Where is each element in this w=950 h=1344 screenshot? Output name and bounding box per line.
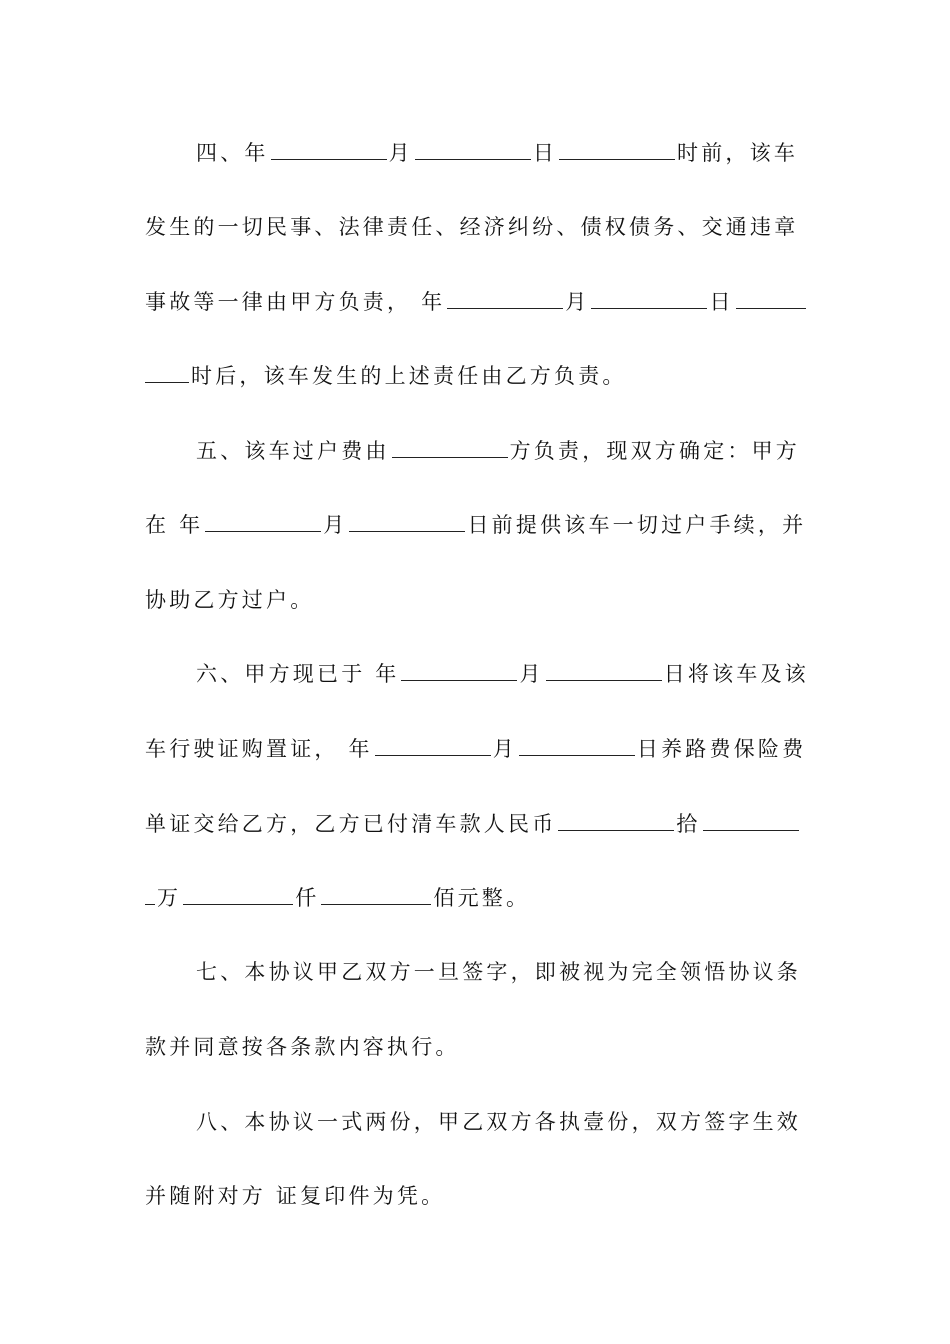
blank-field-amount-qian[interactable] bbox=[183, 882, 293, 905]
blank-field-day[interactable] bbox=[559, 137, 675, 160]
text-segment: 五、该车过户费由 bbox=[196, 439, 390, 463]
text-segment: 四、年 bbox=[196, 141, 269, 165]
text-segment: 七、本协议甲乙双方一旦签字，即被视为完全领悟协议条 bbox=[196, 960, 801, 984]
paragraph-7-line-1 bbox=[196, 952, 810, 992]
paragraph-8-line-1 bbox=[196, 1102, 810, 1142]
paragraph-6-line-3 bbox=[145, 804, 810, 844]
text-segment: 在 年 bbox=[145, 513, 204, 537]
blank-field-amount-bai[interactable] bbox=[321, 882, 431, 905]
blank-field-month[interactable] bbox=[546, 658, 662, 681]
blank-field-amount-wan[interactable] bbox=[703, 808, 799, 831]
blank-field-month[interactable] bbox=[519, 733, 635, 756]
text-segment: 仟 bbox=[295, 886, 320, 910]
blank-field-month[interactable] bbox=[415, 137, 531, 160]
paragraph-5-line-1 bbox=[196, 431, 810, 471]
paragraph-6-line-2 bbox=[145, 729, 810, 769]
paragraph-7-line-2 bbox=[145, 1027, 810, 1067]
paragraph-4-line-3 bbox=[145, 282, 810, 322]
blank-field-month[interactable] bbox=[349, 509, 465, 532]
text-segment: 月 bbox=[565, 290, 590, 314]
blank-field-year[interactable] bbox=[447, 286, 563, 309]
text-segment: 八、本协议一式两份，甲乙双方各执壹份，双方签字生效 bbox=[196, 1110, 801, 1134]
blank-field-day[interactable] bbox=[736, 286, 806, 309]
text-segment: 月 bbox=[323, 513, 348, 537]
blank-field-year[interactable] bbox=[401, 658, 517, 681]
blank-field-year[interactable] bbox=[375, 733, 491, 756]
blank-field-month[interactable] bbox=[591, 286, 707, 309]
text-segment: 日 bbox=[709, 290, 734, 314]
text-segment: 日将该车及该 bbox=[663, 662, 809, 686]
text-segment: 月 bbox=[492, 737, 517, 761]
paragraph-5-line-3 bbox=[145, 580, 810, 620]
text-segment: 款并同意按各条款内容执行。 bbox=[145, 1035, 460, 1059]
paragraph-8-line-2 bbox=[145, 1176, 810, 1216]
text-segment: 协助乙方过户。 bbox=[145, 588, 315, 612]
text-segment: 月 bbox=[519, 662, 544, 686]
text-segment: 六、甲方现已于 年 bbox=[196, 662, 400, 686]
paragraph-4-line-4 bbox=[145, 356, 810, 396]
paragraph-4-line-2 bbox=[145, 207, 810, 247]
text-segment: 单证交给乙方，乙方已付清车款人民币 bbox=[145, 812, 557, 836]
blank-field-party[interactable] bbox=[392, 435, 508, 458]
text-segment: 拾 bbox=[676, 812, 701, 836]
text-segment: 日养路费保险费 bbox=[636, 737, 807, 761]
text-segment: 事故等一律由甲方负责， 年 bbox=[145, 290, 446, 314]
text-segment: 佰元整。 bbox=[433, 886, 531, 910]
blank-field-year[interactable] bbox=[271, 137, 387, 160]
text-segment: 月 bbox=[388, 141, 413, 165]
text-segment: 万 bbox=[157, 886, 182, 910]
paragraph-6-line-1 bbox=[196, 654, 810, 694]
paragraph-4-line-1 bbox=[196, 133, 810, 173]
text-segment: 时后，该车发生的上述责任由乙方负责。 bbox=[191, 364, 627, 388]
blank-field-hour[interactable] bbox=[145, 360, 189, 383]
text-segment: 时前，该车 bbox=[677, 141, 799, 165]
blank-field-amount-wan-tail[interactable] bbox=[145, 882, 155, 905]
text-segment: 并随附对方 证复印件为凭。 bbox=[145, 1184, 446, 1208]
blank-field-year[interactable] bbox=[205, 509, 321, 532]
blank-field-amount-ten-thousands[interactable] bbox=[558, 808, 674, 831]
text-segment: 日前提供该车一切过户手续，并 bbox=[467, 513, 807, 537]
paragraph-6-line-4 bbox=[145, 878, 810, 918]
paragraph-5-line-2 bbox=[145, 505, 810, 545]
text-segment: 日 bbox=[532, 141, 558, 165]
text-segment: 车行驶证购置证， 年 bbox=[145, 737, 373, 761]
text-segment: 发生的一切民事、法律责任、经济纠纷、债权债务、交通违章 bbox=[145, 215, 799, 239]
text-segment: 方负责，现双方确定：甲方 bbox=[509, 439, 801, 463]
